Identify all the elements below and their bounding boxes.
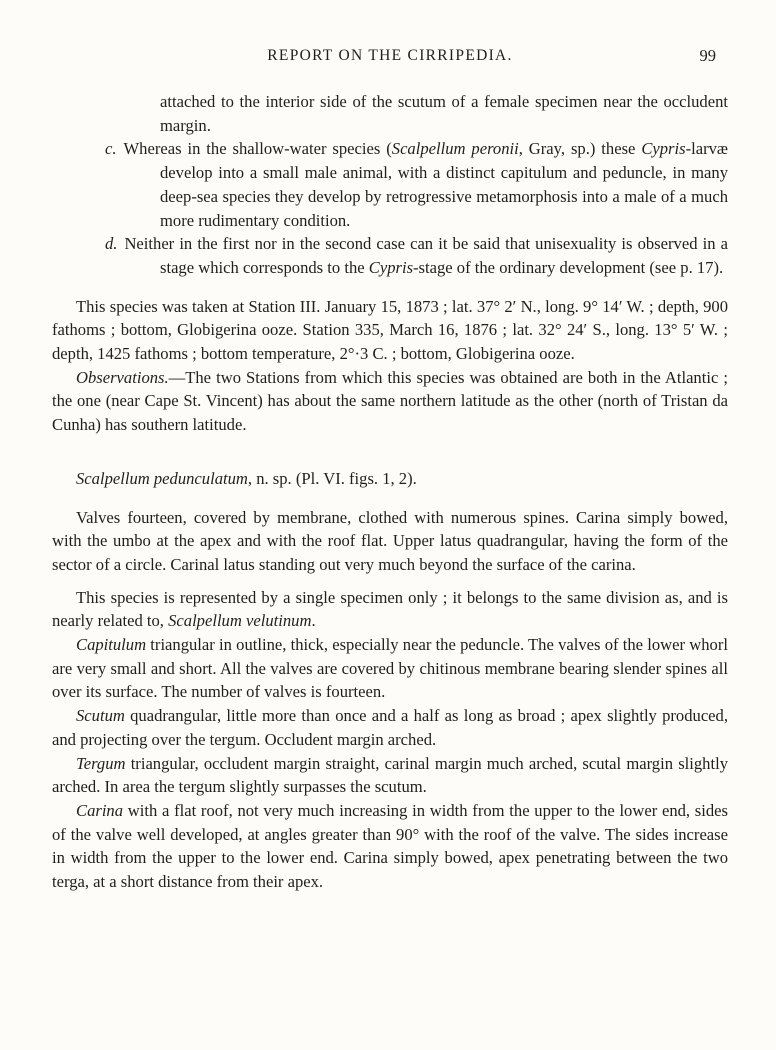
- text-segment: -stage of the ordinary development (see p. 17).: [413, 257, 724, 277]
- text-segment: Neither in the first nor in the second case can it be said that unisexuality is observed in a stage which corresponds to the: [124, 234, 728, 277]
- text-segment: Cypris: [641, 139, 686, 159]
- page-number: 99: [699, 46, 716, 65]
- list-item: [52, 137, 728, 232]
- text-segment: Scalpellum peronii: [391, 139, 519, 159]
- paragraph: [52, 506, 728, 577]
- text-segment: Tergum: [76, 753, 126, 773]
- text-segment: attached to the interior side of the scutum of a female specimen near the occludent margin.: [160, 92, 728, 135]
- text-segment: Carina: [76, 800, 124, 820]
- paragraph: [52, 704, 728, 751]
- running-head: REPORT ON THE CIRRIPEDIA.: [267, 47, 513, 64]
- text-segment: Valves fourteen, covered by membrane, clothed with numerous spines. Carina simply bowed, with the umbo at the apex and with the roof flat. Upper latus quadrangular, having the form of the sector of a circle. Carinal latus standing out very much beyond the surface of the carina.: [52, 507, 728, 574]
- text-segment: Capitulum: [76, 635, 147, 655]
- paragraph: [52, 366, 728, 437]
- text-segment: Scutum: [76, 706, 125, 726]
- text-segment: This species was taken at Station III. January 15, 1873 ; lat. 37° 2′ N., long. 9° 14′ W. ; depth, 900 fathoms ; bottom, Globigerina ooze. Station 335, March 16, 1876 ; lat. 32° 24′ S., long. 13° 5′ W. ; depth, 1425 fathoms ; bottom temperature, 2°·3 C. ; bottom, Globigerina ooze.: [52, 296, 728, 364]
- list-item: [52, 232, 728, 279]
- paragraph: [52, 633, 728, 704]
- text-segment: .: [311, 611, 316, 631]
- text-segment: Scalpellum velutinum: [168, 611, 312, 631]
- text-segment: Scalpellum pedunculatum: [76, 468, 248, 488]
- paragraph: [52, 752, 728, 799]
- continuation-paragraph: [52, 90, 728, 137]
- text-segment: -larvæ develop into a small male animal, with a distinct capitulum and peduncle, in many deep-sea species they develop by retrogressive metamorphosis into a male of a much more rudimentary condition.: [160, 139, 728, 230]
- paragraph: [52, 799, 728, 894]
- text-segment: triangular in outline, thick, especially near the peduncle. The valves of the lower whorl are very small and short. All the valves are covered by chitinous membrane bearing slender spines all over its surface. The number of valves is fourteen.: [52, 635, 728, 702]
- species-heading: [52, 467, 728, 491]
- text-blocks: [52, 90, 728, 894]
- paragraph: [52, 586, 728, 633]
- page-header: [52, 47, 728, 69]
- paragraph: [52, 295, 728, 366]
- text-segment: , n. sp. (Pl. VI. figs. 1, 2).: [247, 468, 417, 488]
- text-segment: , Gray, sp.) these: [518, 139, 642, 159]
- text-segment: Whereas in the shallow-water species (: [123, 139, 392, 159]
- text-segment: This species is represented by a single specimen only ; it belongs to the same division as, and is nearly related to,: [52, 587, 728, 631]
- text-segment: Observations.: [76, 367, 169, 387]
- text-segment: with a flat roof, not very much increasing in width from the upper to the lower end, sides of the valve well developed, at angles greater than 90° with the roof of the valve. The sides increase in width from the upper to the lower end. Carina simply bowed, apex penetrating between the two terga, at a short distance from their apex.: [52, 800, 728, 892]
- list-item-label: d.: [105, 234, 118, 254]
- text-segment: —The two Stations from which this species was obtained are both in the Atlantic ; the one (near Cape St. Vincent) has about the same northern latitude as the other (north of Tristan da Cunha) has southern latitude.: [52, 367, 728, 435]
- text-segment: triangular, occludent margin straight, carinal margin much arched, scutal margin slightly arched. In area the tergum slightly surpasses the scutum.: [52, 753, 728, 797]
- list-item-label: c.: [105, 139, 117, 159]
- text-segment: quadrangular, little more than once and a half as long as broad ; apex slightly produced, and projecting over the tergum. Occludent margin arched.: [52, 706, 728, 749]
- text-segment: Cypris: [368, 257, 414, 277]
